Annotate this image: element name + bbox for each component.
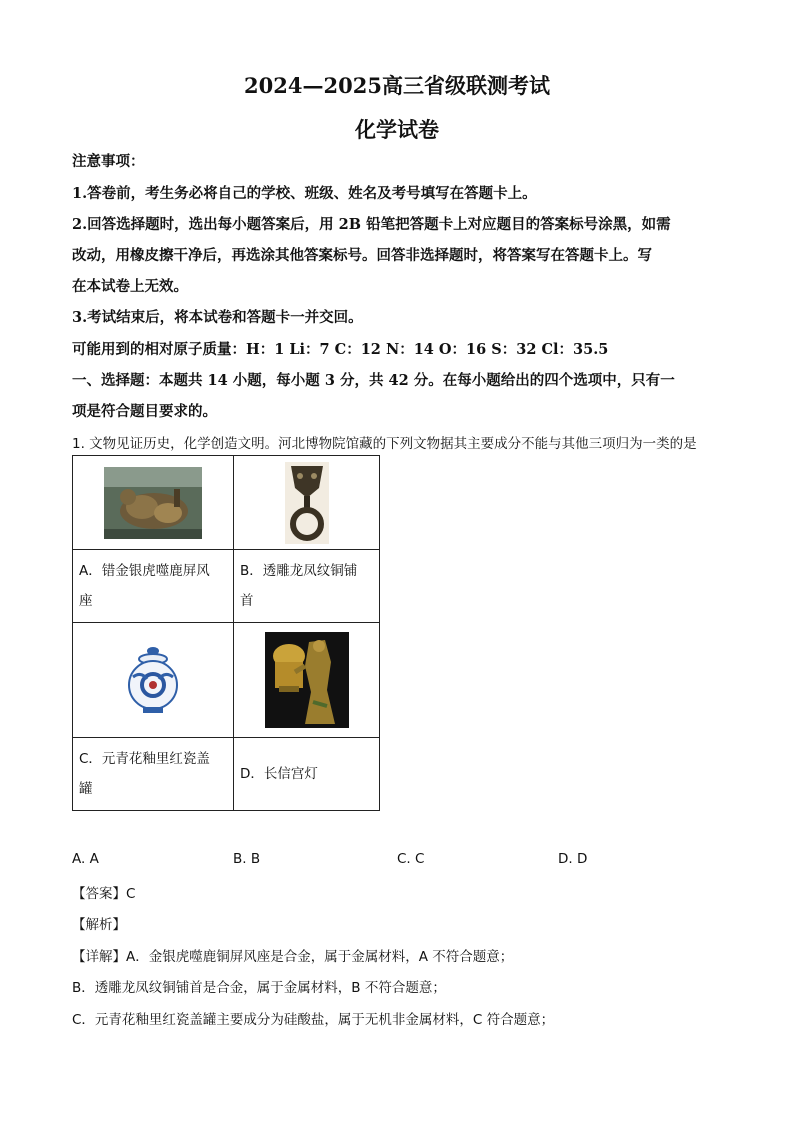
option-cell-a [73, 550, 234, 623]
porcelain-jar-image [127, 645, 179, 715]
question-1-table [72, 455, 380, 811]
notice-item-3: 3.考试结束后，将本试卷和答题卡一并交回。 [72, 309, 363, 326]
detail-c: C．元青花釉里红瓷盖罐主要成分为硅酸盐，属于无机非金属材料，C 符合题意； [72, 1012, 555, 1028]
detail-a: 【详解】A．金银虎噬鹿铜屏风座是合金，属于金属材料，A 不符合题意； [72, 949, 514, 965]
changxin-palace-lamp-image [265, 632, 349, 728]
exam-title: 2024—2025高三省级联测考试 [244, 73, 550, 98]
exam-subtitle: 化学试卷 [355, 117, 439, 142]
option-cell-b [234, 550, 380, 623]
option-b-label-line1: B．透雕龙凤纹铜铺 [240, 563, 358, 579]
detail-b: B．透雕龙凤纹铜铺首是合金，属于金属材料，B 不符合题意； [72, 980, 446, 996]
option-cell-c [73, 738, 234, 811]
option-d-label: D．长信宫灯 [240, 766, 318, 782]
section-heading-line2: 项是符合题目要求的。 [72, 403, 217, 420]
question-1-stem: 1. 文物见证历史，化学创造文明。河北博物院馆藏的下列文物据其主要成分不能与其他三项归为一类的是 [72, 436, 697, 452]
notice-item-1: 1.答卷前，考生务必将自己的学校、班级、姓名及考号填写在答题卡上。 [72, 185, 537, 202]
answer-line: 【答案】C [72, 886, 136, 902]
choice-a: A. A [72, 851, 99, 867]
bronze-knocker-image [285, 462, 329, 544]
option-cell-d [234, 738, 380, 811]
notice-item-2-line2: 改动，用橡皮擦干净后，再选涂其他答案标号。回答非选择题时，将答案写在答题卡上。写 [72, 247, 652, 264]
choice-d: D. D [558, 851, 588, 867]
option-c-label-line2: 罐 [79, 781, 93, 797]
image-cell-b [234, 456, 380, 550]
section-heading-line1: 一、选择题：本题共 14 小题，每小题 3 分，共 42 分。在每小题给出的四个选项中，只有一 [72, 372, 675, 389]
bronze-tiger-screen-base-image [104, 467, 202, 539]
choice-c: C. C [397, 851, 425, 867]
notice-heading: 注意事项： [72, 153, 145, 170]
image-cell-c [73, 623, 234, 738]
option-a-label-line1: A．错金银虎噬鹿屏风 [79, 563, 210, 579]
image-cell-a [73, 456, 234, 550]
atomic-mass-line: 可能用到的相对原子质量：H：1 Li：7 C：12 N：14 O：16 S：32 Cl：35.5 [72, 341, 609, 358]
analysis-label: 【解析】 [72, 917, 126, 933]
choice-b: B. B [233, 851, 261, 867]
option-b-label-line2: 首 [240, 593, 254, 609]
notice-item-2-line1: 2.回答选择题时，选出每小题答案后，用 2B 铅笔把答题卡上对应题目的答案标号涂黑，如需 [72, 216, 671, 233]
option-c-label-line1: C．元青花釉里红瓷盖 [79, 751, 210, 767]
notice-item-2-line3: 在本试卷上无效。 [72, 278, 188, 295]
option-a-label-line2: 座 [79, 593, 93, 609]
image-cell-d [234, 623, 380, 738]
